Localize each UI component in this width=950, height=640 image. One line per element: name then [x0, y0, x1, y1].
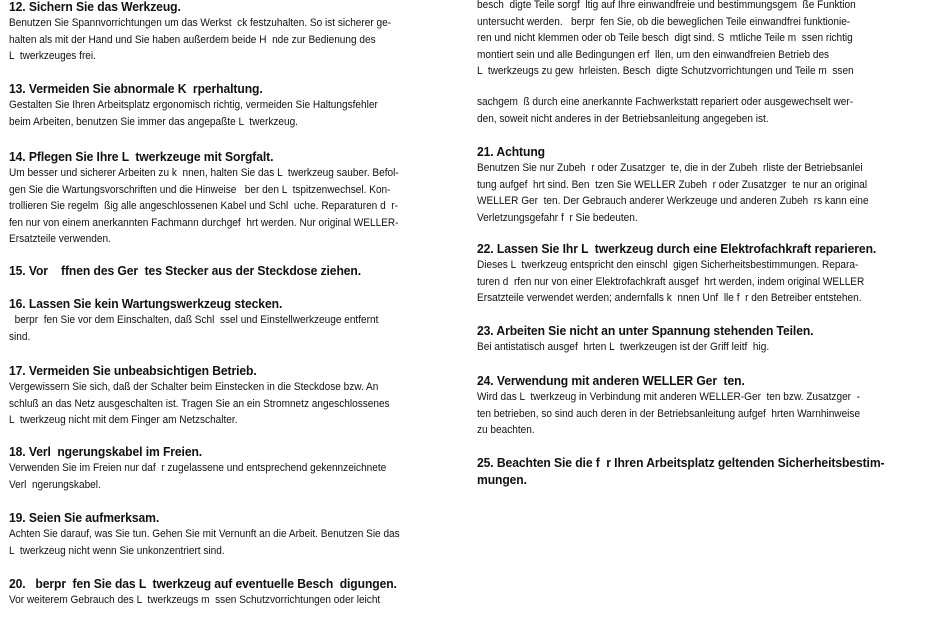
section-heading: 14. Pflegen Sie Ihre L twerkzeuge mit Sorgfalt.: [9, 149, 274, 164]
section-19: [9, 509, 454, 559]
section-heading: 15. Vor ffnen des Ger tes Stecker aus der Steckdose ziehen.: [9, 263, 362, 278]
section-23: [477, 322, 922, 356]
section-body: Verwenden Sie im Freien nur daf r zugelassene und entsprechend gekennzeichnete Verl ngerungskabel.: [9, 462, 387, 491]
section-heading: 23. Arbeiten Sie nicht an unter Spannung stehenden Teilen.: [477, 323, 814, 338]
section-heading: 16. Lassen Sie kein Wartungswerkzeug stecken.: [9, 296, 283, 311]
section-heading: 22. Lassen Sie Ihr L twerkzeug durch eine Elektrofachkraft reparieren.: [477, 241, 877, 256]
section-15: [9, 262, 454, 279]
section-body: Gestalten Sie Ihren Arbeitsplatz ergonomisch richtig, vermeiden Sie Haltungsfehler beim Arbeiten, benutzen Sie immer das angepaßte L twerkzeug.: [9, 99, 378, 128]
section-17: [9, 362, 454, 429]
section-heading: 20. berpr fen Sie das L twerkzeug auf eventuelle Besch digungen.: [9, 576, 397, 591]
section-heading: 19. Seien Sie aufmerksam.: [9, 510, 160, 525]
section-20: [9, 575, 454, 609]
section-body: besch digte Teile sorgf ltig auf Ihre einwandfreie und bestimmungsgem ße Funktion untersucht werden. berpr fen Sie, ob die beweglichen Teile einwandfrei funktionie- ren und nicht klemmen oder ob Teile besch digt sind. S mtliche Teile m ssen richtig montiert sein und alle Bedingungen erf llen, um den einwandfreien Betrieb des L twerkzeugs zu gew hrleisten. Besch digte Schutzvorrichtungen und Teile m ssen: [477, 0, 856, 78]
section-20-continued-2: [477, 94, 922, 127]
section-body: Benutzen Sie nur Zubeh r oder Zusatzger te, die in der Zubeh rliste der Betriebsanlei tung aufgef hrt sind. Ben tzen Sie WELLER Zubeh r oder Zusatzger te nur an original WELLER Ger ten. Der Gebrauch anderer Werkzeuge und anderen Zubeh rs kann eine Verletzungsgefahr f r Sie bedeuten.: [477, 162, 869, 224]
section-heading: 18. Verl ngerungskabel im Freien.: [9, 444, 203, 459]
section-12: [9, 0, 454, 65]
section-body: Achten Sie darauf, was Sie tun. Gehen Sie mit Vernunft an die Arbeit. Benutzen Sie das L twerkzeug nicht wenn Sie unkonzentriert sind.: [9, 528, 400, 557]
section-14: [9, 148, 454, 248]
section-24: [477, 372, 922, 439]
section-body: Benutzen Sie Spannvorrichtungen um das Werkst ck festzuhalten. So ist sicherer ge- halten als mit der Hand und Sie haben außerdem beide H nde zur Bedienung des L twerkzeuges frei.: [9, 17, 392, 63]
section-22: [477, 240, 922, 307]
section-18: [9, 443, 454, 493]
section-body: Um besser und sicherer Arbeiten zu k nnen, halten Sie das L twerkzeug sauber. Befol- gen Sie die Wartungsvorschriften und die Hinweise ber den L tspitzenwechsel. Kon- trollieren Sie regelm ßig alle angeschlossenen Kabel und Schl uche. Reparaturen d r- fen nur von einem anerkannten Fachmann durchgef hrt werden. Nur original WELLER- Ersatzteile verwenden.: [9, 167, 399, 246]
section-heading: 21. Achtung: [477, 144, 545, 159]
section-heading: 25. Beachten Sie die f r Ihren Arbeitsplatz geltenden Sicherheitsbestim- mungen.: [477, 455, 885, 487]
section-16: [9, 295, 454, 345]
section-heading: 12. Sichern Sie das Werkzeug.: [9, 0, 181, 14]
section-body: Vergewissern Sie sich, daß der Schalter beim Einstecken in die Steckdose bzw. An schluß an das Netz ausgeschalten ist. Tragen Sie an ein Stromnetz angeschlossenes L twerkzeug nicht mit dem Finger am Netzschalter.: [9, 381, 390, 427]
section-heading: 17. Vermeiden Sie unbeabsichtigen Betrieb.: [9, 363, 257, 378]
section-heading: 13. Vermeiden Sie abnormale K rperhaltung.: [9, 81, 263, 96]
section-21: [477, 143, 922, 226]
section-body: Wird das L twerkzeug in Verbindung mit anderen WELLER-Ger ten bzw. Zusatzger - ten betrieben, so sind auch deren in der Betriebsanleitung aufgef hrten Warnhinweise zu beachten.: [477, 391, 861, 437]
section-body: Bei antistatisch ausgef hrten L twerkzeugen ist der Griff leitf hig.: [477, 341, 770, 353]
section-body: berpr fen Sie vor dem Einschalten, daß Schl ssel und Einstellwerkzeuge entfernt sind.: [9, 314, 379, 343]
section-heading: 24. Verwendung mit anderen WELLER Ger ten.: [477, 373, 745, 388]
section-25: [477, 454, 922, 488]
section-13: [9, 80, 454, 130]
section-20-continued: [477, 0, 922, 80]
section-body: sachgem ß durch eine anerkannte Fachwerkstatt repariert oder ausgewechselt wer- den, soweit nicht anderes in der Betriebsanleitung angegeben ist.: [477, 96, 854, 125]
section-body: Dieses L twerkzeug entspricht den einschl gigen Sicherheitsbestimmungen. Repara- turen d rfen nur von einer Elektrofachkraft ausgef hrt werden, indem original WELLER Ersatzteile verwendet werden; andernfalls k nnen Unf lle f r den Betreiber entstehen.: [477, 259, 865, 305]
section-body: Vor weiterem Gebrauch des L twerkzeugs m ssen Schutzvorrichtungen oder leicht: [9, 594, 381, 606]
